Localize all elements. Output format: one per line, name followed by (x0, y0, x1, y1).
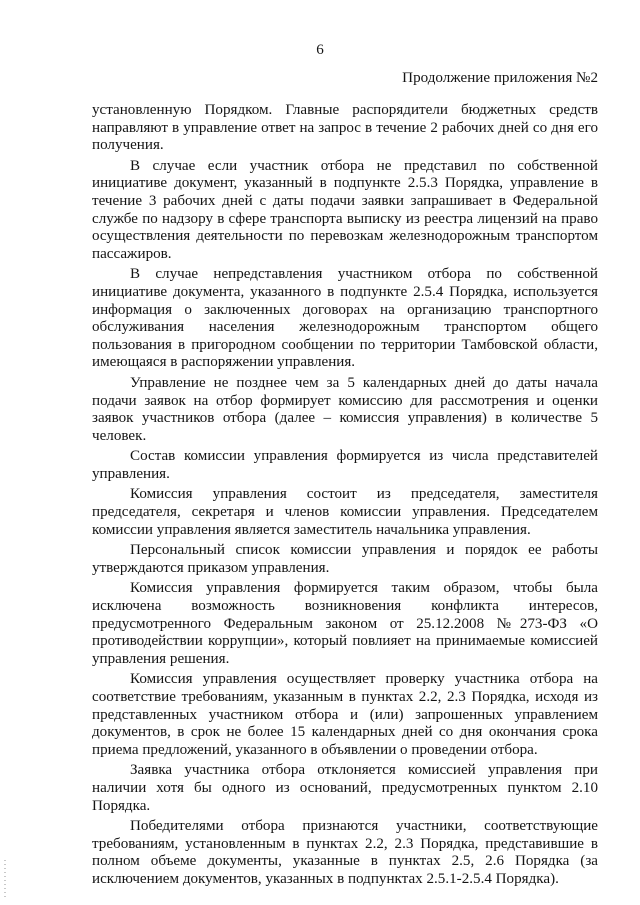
paragraph: Управление не позднее чем за 5 календарных дней до даты начала подачи заявок на отбор формирует комиссию для рассмотрения и оценки заявок участников отбора (далее – комиссия управления) в количестве 5 человек. (92, 374, 598, 444)
paragraph: Состав комиссии управления формируется из числа представителей управления. (92, 448, 598, 482)
paragraph: Заявка участника отбора отклоняется комиссией управления при наличии хотя бы одного из оснований, предусмотренных пунктом 2.10 Порядка. (92, 762, 598, 814)
scan-edge-marks (4, 860, 6, 900)
paragraph: установленную Порядком. Главные распорядители бюджетных средств направляют в управление ответ на запрос в течение 2 рабочих дней со дня его получения. (92, 102, 598, 154)
appendix-title: Продолжение приложения №2 (402, 70, 598, 86)
paragraph: Комиссия управления осуществляет проверку участника отбора на соответствие требованиям, указанным в пунктах 2.2, 2.3 Порядка, исходя из представленных участником отбора и (или) запрошенных управлением документов, в срок не более 15 календарных дней со дня окончания срока приема предложений, указанного в объявлении о проведении отбора. (92, 671, 598, 758)
paragraph: В случае непредставления участником отбора по собственной инициативе документа, указанного в подпункте 2.5.4 Порядка, используется информация о заключенных договорах на организацию транспортного обслуживания населения железнодорожным транспортом общего пользования в пригородном сообщении по территории Тамбовской области, имеющаяся в распоряжении управления. (92, 266, 598, 371)
document-body (92, 102, 598, 892)
paragraph: Победителями отбора признаются участники, соответствующие требованиям, установленным в пунктах 2.2, 2.3 Порядка, представившие в полном объеме документы, указанные в пунктах 2.5, 2.6 Порядка (за исключением документов, указанных в подпунктах 2.5.1-2.5.4 Порядка). (92, 818, 598, 887)
paragraph: В случае если участник отбора не представил по собственной инициативе документ, указанный в подпункте 2.5.3 Порядка, управление в течение 3 рабочих дней с даты подачи заявки запрашивает в Федеральной службе по надзору в сфере транспорта выписку из реестра лицензий на право осуществления деятельности по перевозкам железнодорожным транспортом пассажиров. (92, 157, 598, 262)
paragraph: Комиссия управления состоит из председателя, заместителя председателя, секретаря и членов комиссии управления. Председателем комиссии управления является заместитель начальника управления. (92, 486, 598, 538)
paragraph: Комиссия управления формируется таким образом, чтобы была исключена возможность возникновения конфликта интересов, предусмотренного Федеральным законом от 25.12.2008 №273-ФЗ «О противодействии коррупции», который повлияет на принимаемые комиссией управления решения. (92, 580, 598, 667)
paragraph: Персональный список комиссии управления и порядок ее работы утверждаются приказом управления. (92, 542, 598, 576)
page-number: 6 (316, 42, 324, 58)
